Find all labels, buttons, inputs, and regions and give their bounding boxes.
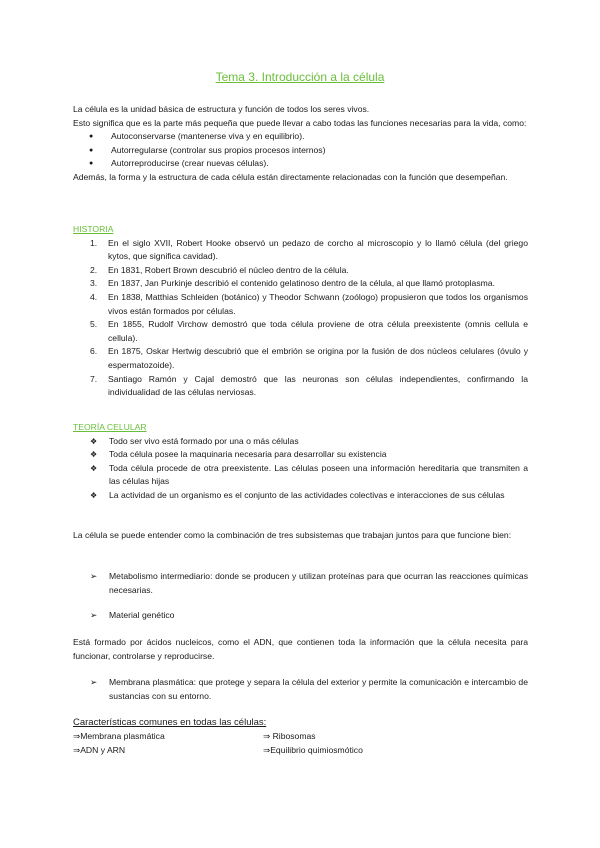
list-item: ⇒ Ribosomas — [263, 730, 316, 741]
functions-list — [73, 130, 528, 171]
list-item — [73, 291, 528, 318]
subsistemas-intro: La célula se puede entender como la combinación de tres subsistemas que trabajan juntos para que funcione bien: — [73, 530, 512, 540]
membrana-item — [73, 676, 528, 703]
list-item — [73, 489, 528, 503]
list-item — [73, 373, 528, 400]
page-title: Tema 3. Introducción a la célula — [215, 70, 385, 84]
list-item — [73, 570, 528, 597]
metabolismo-item — [73, 570, 528, 597]
caracteristicas-heading: Características comunes en todas las células: — [73, 717, 267, 728]
item-text: Todo ser vivo está formado por una o más células — [109, 435, 299, 446]
item-text: Metabolismo intermediario: donde se producen y utilizan proteínas para que ocurran las reacciones químicas necesarias. — [109, 571, 528, 595]
item-text: En 1875, Oskar Hertwig descubrió que el embrión se origina por la fusión de dos núcleos celulares (óvulo y espermatozoide). — [108, 346, 528, 370]
arrow-bullet-icon: ➢ — [90, 571, 98, 581]
item-text: Membrana plasmática: que protege y separa la célula del exterior y permite la comunicación e intercambio de sustancias con su entorno. — [109, 677, 528, 701]
material-item — [73, 609, 528, 623]
diamond-bullet-icon: ❖ — [90, 463, 98, 473]
formado-paragraph: Está formado por ácidos nucleicos, como el ADN, que contienen toda la información que la célula necesita para funcionar, controlarse y reproducirse. — [73, 637, 528, 661]
item-number: 7. — [90, 373, 98, 384]
item-number: 2. — [90, 264, 98, 275]
historia-section — [73, 223, 528, 400]
item-text: Santiago Ramón y Cajal demostró que las neuronas son células independientes, confirmando la individualidad de las células nerviosas. — [108, 373, 528, 398]
caracteristicas-section — [73, 716, 528, 758]
caracteristicas-row — [73, 744, 528, 758]
item-text: Toda célula posee la maquinaria necesaria para desarrollar su existencia — [109, 449, 387, 460]
item-text: En 1838, Matthias Schleiden (botánico) y Theodor Schwann (zoólogo) propusieron que todos los organismos vivos están formados por células. — [108, 291, 528, 316]
item-text: Material genético — [109, 610, 175, 620]
caracteristicas-row — [73, 730, 528, 744]
diamond-bullet-icon: ❖ — [90, 436, 98, 446]
list-item: ● Autoconservarse (mantenerse viva y en equilibrio). — [73, 130, 528, 144]
item-text: La actividad de un organismo es el conjunto de las actividades colectivas e interacciones de sus células — [109, 489, 505, 500]
list-item — [73, 676, 528, 703]
diamond-bullet-icon: ❖ — [90, 490, 98, 500]
list-item — [73, 448, 528, 462]
historia-list — [73, 237, 528, 400]
list-item — [73, 264, 528, 278]
list-item — [73, 237, 528, 264]
item-text: En 1837, Jan Purkinje describió el contenido gelatinoso dentro de la célula, al que llamó protoplasma. — [108, 278, 495, 289]
list-item — [73, 609, 528, 623]
intro-paragraph-2: Esto significa que es la parte más pequeña que puede llevar a cabo todas las funciones necesarias para la vida, como: — [73, 117, 527, 128]
historia-heading: HISTORIA — [73, 224, 114, 234]
list-item: ⇒Equilibrio quimiosmótico — [263, 744, 363, 755]
intro-section — [73, 103, 528, 185]
arrow-bullet-icon: ➢ — [90, 610, 98, 620]
intro-paragraph-3: Además, la forma y la estructura de cada célula están directamente relacionadas con la función que desempeñan. — [73, 171, 508, 182]
list-item: ⇒ADN y ARN — [73, 744, 126, 755]
item-text: En 1831, Robert Brown descubrió el núcleo dentro de la célula. — [108, 264, 349, 275]
item-number: 6. — [90, 346, 98, 357]
item-number: 1. — [90, 237, 98, 248]
item-text: En 1855, Rudolf Virchow demostró que toda célula proviene de otra célula preexistente (omnis cellula e cellula). — [108, 319, 528, 343]
teoria-heading: TEORÍA CELULAR — [73, 422, 147, 432]
list-item: ● Autorreproducirse (crear nuevas células). — [73, 157, 528, 171]
list-item — [73, 345, 528, 372]
list-item — [73, 277, 528, 291]
teoria-list — [73, 435, 528, 503]
list-item: ⇒Membrana plasmática — [73, 730, 165, 741]
list-item — [73, 462, 528, 489]
list-item — [73, 318, 528, 345]
arrow-bullet-icon: ➢ — [90, 677, 98, 687]
intro-paragraph-1: La célula es la unidad básica de estructura y función de todos los seres vivos. — [73, 104, 370, 114]
list-item: ● Autorregularse (controlar sus propios procesos internos) — [73, 144, 528, 158]
list-item — [73, 435, 528, 449]
item-number: 5. — [90, 319, 98, 330]
teoria-section — [73, 421, 528, 503]
diamond-bullet-icon: ❖ — [90, 450, 98, 460]
item-text: Toda célula procede de otra preexistente. Las células poseen una información hereditaria que transmiten a las células hijas — [109, 462, 528, 487]
item-number: 4. — [90, 291, 98, 302]
item-number: 3. — [90, 278, 98, 289]
item-text: En el siglo XVII, Robert Hooke observó un pedazo de corcho al microscopio y lo llamó célula (del griego kytos, que significa cavidad). — [108, 237, 528, 262]
